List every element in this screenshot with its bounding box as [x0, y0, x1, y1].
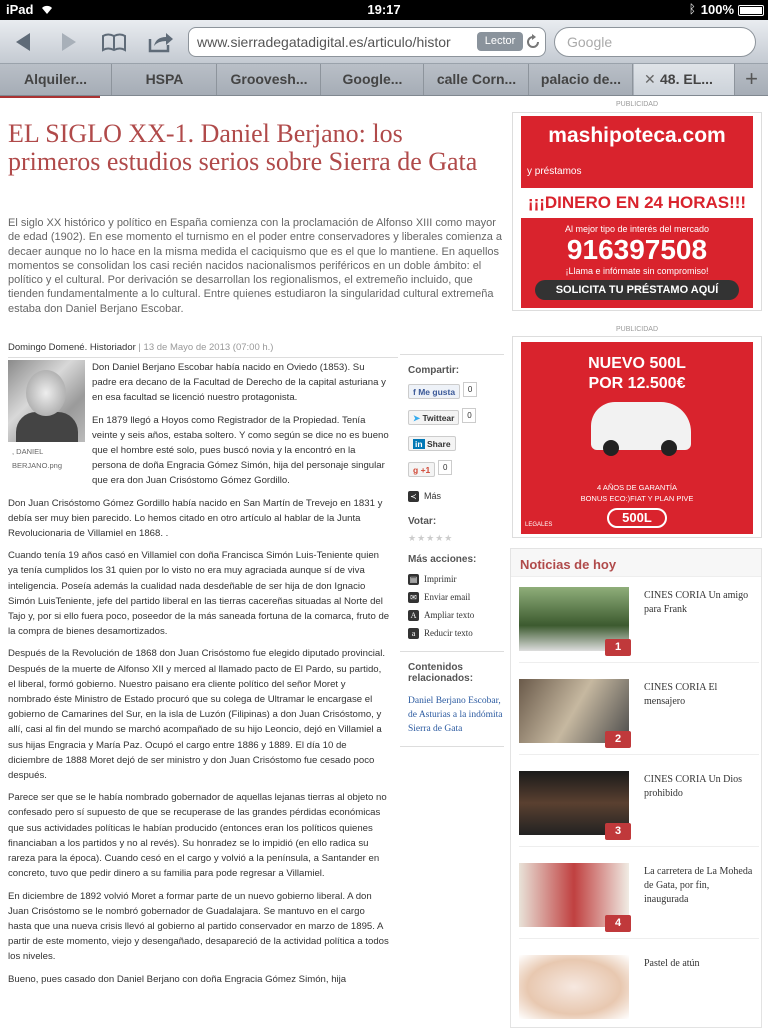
news-rank: 3 [605, 823, 631, 840]
ad1-banner: ¡¡¡DINERO EN 24 HORAS!!! [521, 188, 753, 218]
linkedin-label: Share [426, 439, 451, 449]
paragraph: Bueno, pues casado don Daniel Berjano con doña Engracia Gómez Simón, hija [8, 973, 347, 985]
author[interactable]: Domingo Domené. Historiador [8, 342, 136, 353]
ad1-phone: 916397508 [566, 234, 708, 265]
print-action[interactable] [408, 571, 504, 589]
ad-label: PUBLICIDAD [615, 101, 658, 108]
related-title: Contenidos relacionados: [408, 662, 474, 684]
todays-news [510, 548, 762, 1028]
print-icon: ▤ [409, 575, 418, 585]
news-item[interactable] [519, 949, 759, 1031]
reduce-text-action[interactable] [408, 625, 504, 643]
paragraph: Don Juan Crisóstomo Gómez Gordillo había nacido en San Martín de Trevejo en 1831 y debía ser muy bien parecido. Lo hemos citado en otro artículo al hablar de la Junta Revolucionaria de Villamiel en 1868. . [8, 497, 383, 540]
paragraph: Cuando tenía 19 años casó en Villamiel con doña Francisca Simón Luis-Teniente quien ya tenía cumplidos los 31 quien por lo visto no era muy agraciada aunque sí de viva inteligencia. Poseía además la cualidad nada desdeñable de ser hija de don Ignacio Simón LuisTeniente, jefe del partido liberal en las tierras cacereñas situadas al Norte del Tajo y, por si ello fuera poco, poseedor de la más saneada fortuna de la comarca, fruto de la compra de bienes desamortizados. [8, 550, 390, 638]
reload-icon[interactable] [524, 33, 542, 51]
share-icon[interactable] [146, 29, 174, 55]
tab-alquiler[interactable]: Alquiler... [0, 64, 112, 95]
tab-grooveshark[interactable]: Groovesh... [218, 64, 321, 95]
news-rank: 4 [605, 915, 631, 932]
close-tab-icon[interactable]: ✕ [644, 71, 656, 87]
status-bar [0, 0, 768, 20]
clock: 19:17 [367, 2, 401, 17]
new-tab-button[interactable]: + [745, 66, 758, 91]
ad2-headline-1: NUEVO 500L [588, 355, 686, 372]
gplus-button[interactable] [408, 462, 435, 477]
battery-percent: 100% [700, 2, 734, 17]
rating-stars[interactable]: ★★★★★ [408, 533, 454, 543]
tab-active-label: 48. EL... [660, 71, 713, 87]
twitter-label: Twittear [422, 413, 455, 423]
tab-bar [0, 64, 768, 96]
bluetooth-icon: ᛒ [688, 2, 696, 16]
print-label: Imprimir [424, 574, 457, 584]
tweet-button[interactable] [408, 410, 459, 425]
caption-line-2: BERJANO.png [12, 461, 63, 470]
news-item[interactable] [519, 673, 759, 755]
news-rank: 1 [605, 639, 631, 656]
author-photo[interactable] [8, 360, 85, 442]
actions-title: Más acciones: [408, 554, 477, 565]
search-input[interactable] [554, 27, 756, 57]
ad1-logo: mashipoteca.com [548, 124, 726, 147]
gplus-icon: g [413, 465, 419, 475]
linkedin-button[interactable] [408, 436, 456, 451]
news-rank: 2 [605, 731, 631, 748]
twitter-count: 0 [462, 408, 476, 423]
bookmarks-icon[interactable] [100, 29, 128, 55]
twitter-icon: ➤ [413, 413, 421, 423]
news-item[interactable] [519, 857, 759, 939]
battery-icon [738, 5, 764, 16]
ad2-legales: LEGALES [525, 522, 553, 528]
byline: Domingo Domené. Historiador | 13 de Mayo de 2013 (07:00 h.) [8, 342, 398, 358]
gplus-count: 0 [438, 460, 452, 475]
ad-fiat-500l[interactable] [512, 336, 762, 538]
enlarge-text-action[interactable] [408, 607, 504, 625]
email-label: Enviar email [424, 592, 471, 602]
ad2-guarantee-2: BONUS ECO:)FIAT Y PLAN PIVE [580, 494, 694, 503]
facebook-icon: f [413, 387, 416, 397]
ad2-headline-2: POR 12.500€ [588, 375, 686, 392]
back-arrow-icon[interactable] [10, 29, 38, 55]
url-text: www.sierradegatadigital.es/articulo/histor [197, 34, 451, 50]
linkedin-icon: in [415, 439, 423, 449]
ad2-headline [521, 354, 753, 394]
more-share[interactable] [408, 488, 504, 506]
tab-palacio[interactable]: palacio de... [530, 64, 633, 95]
share-more-icon: ≺ [408, 491, 419, 502]
paragraph: Don Daniel Berjano Escobar había nacido en Oviedo (1853). Su padre era decano de la Facultad de Derecho de la capital asturiana y en esa facultad se licenció nuestro protagonista. [92, 362, 386, 404]
reader-button[interactable]: Lector [477, 32, 523, 51]
mail-icon: ✉ [408, 592, 419, 603]
tab-active-article[interactable] [634, 64, 735, 95]
publish-date: 13 de Mayo de 2013 (07:00 h.) [143, 342, 274, 353]
paragraph: En 1879 llegó a Hoyos como Registrador de la Propiedad. Tenía veinte y seis años, estaba soltero. Y como según se dice no es bueno que el hombre esté solo, pues buscó novia y la encontró en la persona de doña Engracia Gómez Simón, hija del personaje singular que era don Juan Crisóstomo Gómez Gordillo. [92, 414, 389, 487]
facebook-share[interactable] [408, 382, 504, 400]
ad2-guarantee [521, 482, 753, 504]
ad1-logo-sub: y préstamos [527, 166, 582, 177]
facebook-count: 0 [463, 382, 477, 397]
gplus-share[interactable] [408, 460, 504, 478]
article-title: EL SIGLO XX-1. Daniel Berjano: los primeros estudios serios sobre Sierra de Gata [8, 119, 478, 176]
page-content [0, 98, 768, 1024]
enlarge-label: Ampliar texto [424, 610, 475, 620]
browser-toolbar [0, 20, 768, 64]
news-thumbnail[interactable] [519, 955, 629, 1019]
photo-caption [12, 445, 82, 473]
paragraph: Después de la Revolución de 1868 don Juan Crisóstomo fue elegido diputado provincial. Después de la muerte de Alfonso XII y merced al llamado pacto de El Pardo, su partido, el liberal, formó gobierno. Nuestro paisano era cliente político del señor Moret y nombrado éste Ministro de Estado procuró que su colega de Ultramar le encargase el gobierno de Camarines del Sur, en la isla de Luzón (Filipinas) a don Juan Crisóstomo, y allí, casi al fin del mundo se marchó acompañado de su hijo Leoncio, dejó en Villamiel a sus hijas Engracia y María Paz. Ocupó el cargo entre 1886 y 1889. El día 10 de diciembre de 1888 Moret dejó de ser ministro y don Juan Crisóstomo fue cesado poco después. [8, 648, 386, 782]
tab-google[interactable]: Google... [322, 64, 424, 95]
forward-arrow-icon[interactable] [54, 29, 82, 55]
ad2-guarantee-1: 4 AÑOS DE GARANTÍA [596, 483, 678, 492]
vote-title: Votar: [408, 516, 437, 527]
ad1-small: Al mejor tipo de interés del mercado [564, 224, 710, 234]
device-name: iPad [6, 2, 34, 17]
font-decrease-icon: a [408, 628, 419, 639]
ad-label-2: PUBLICIDAD [615, 326, 658, 333]
news-headline[interactable]: CINES CORIA Un amigo para Frank [644, 590, 749, 615]
twitter-share[interactable] [408, 408, 504, 426]
news-title: Noticias de hoy [511, 549, 761, 577]
news-headline[interactable]: CINES CORIA Un Dios prohibido [644, 774, 743, 799]
paragraph: Parece ser que se le había nombrado gobernador de aquellas lejanas tierras al objeto no confesado pero sí supuesto de que se recuperase de las grandes pérdidas económicas que sus actividades políticas le habían producido (entonces eran los políticos quienes financiaban a los partidos y no al revés). Su honradez se lo impidió (en ello radica su rareza para la época). Cuando cesó en el cargo y volvió a la península, a Santander en concreto, tuvo que pedir dinero a su familia para pode regresar a Villamiel. [8, 792, 387, 880]
article-lead: El siglo XX histórico y político en España comienza con la proclamación de Alfonso XIII como mayor de edad (1902). En ese momento el turnismo en el poder entre conservadores y liberales comienza a decaer aunque no lo hace en la misma medida el caciquismo que es el que lo mantiene. En aquellos momentos se consolidan los casi recién nacidos nacionalismos periféricos en un doble ámbito: el político y el cultural. Por derivación se desarrollan los regionalismos, el extremeño incluido, que tienden fundamentalmente a lo cultural. Entre quienes estudiaron la singularidad cultural extremeña estaba don Daniel Berjano Escobar. [8, 217, 503, 315]
caption-line-1: , DANIEL [12, 447, 44, 456]
car-image [591, 402, 691, 450]
news-item[interactable] [519, 581, 759, 663]
ad1-cta-button[interactable]: SOLICITA TU PRÉSTAMO AQUÍ [535, 280, 739, 300]
share-title: Compartir: [408, 365, 460, 376]
related-content [400, 662, 504, 747]
news-item[interactable] [519, 765, 759, 847]
reduce-label: Reducir texto [424, 628, 473, 638]
linkedin-share[interactable] [408, 434, 504, 452]
tab-calle[interactable]: calle Corn... [425, 64, 529, 95]
ad1-call: ¡Llama e infórmate sin compromiso! [565, 266, 709, 276]
ad2-brand-logo: 500L [607, 508, 667, 528]
email-action[interactable] [408, 589, 504, 607]
search-placeholder: Google [567, 34, 613, 50]
news-headline[interactable]: CINES CORIA El mensajero [644, 682, 718, 707]
ad-mashipoteca[interactable] [512, 112, 762, 311]
tab-hspa[interactable]: HSPA [113, 64, 217, 95]
gplus-label: +1 [420, 465, 431, 475]
news-headline[interactable]: La carretera de La Moheda de Gata, por fin, inaugurada [644, 866, 753, 905]
facebook-label: Me gusta [418, 387, 456, 397]
article-tools [400, 354, 504, 747]
related-link[interactable]: Daniel Berjano Escobar, de Asturias a la indómita Sierra de Gata [408, 696, 503, 734]
font-increase-icon: A [408, 610, 419, 621]
more-label: Más [424, 491, 442, 501]
facebook-like-button[interactable] [408, 384, 460, 399]
paragraph: En diciembre de 1892 volvió Moret a formar parte de un nuevo gobierno liberal. A don Juan Crisóstomo se le nombró gobernador de Guadalajara. Se mantuvo en el cargo hasta que una nueva crisis llevó al gobierno al partido conservador en marzo de 1895. A partir de este momento, viejo y desengañado, desapareció de la actividad política a todos los niveles. [8, 890, 389, 963]
news-headline[interactable]: Pastel de atún [644, 958, 700, 969]
